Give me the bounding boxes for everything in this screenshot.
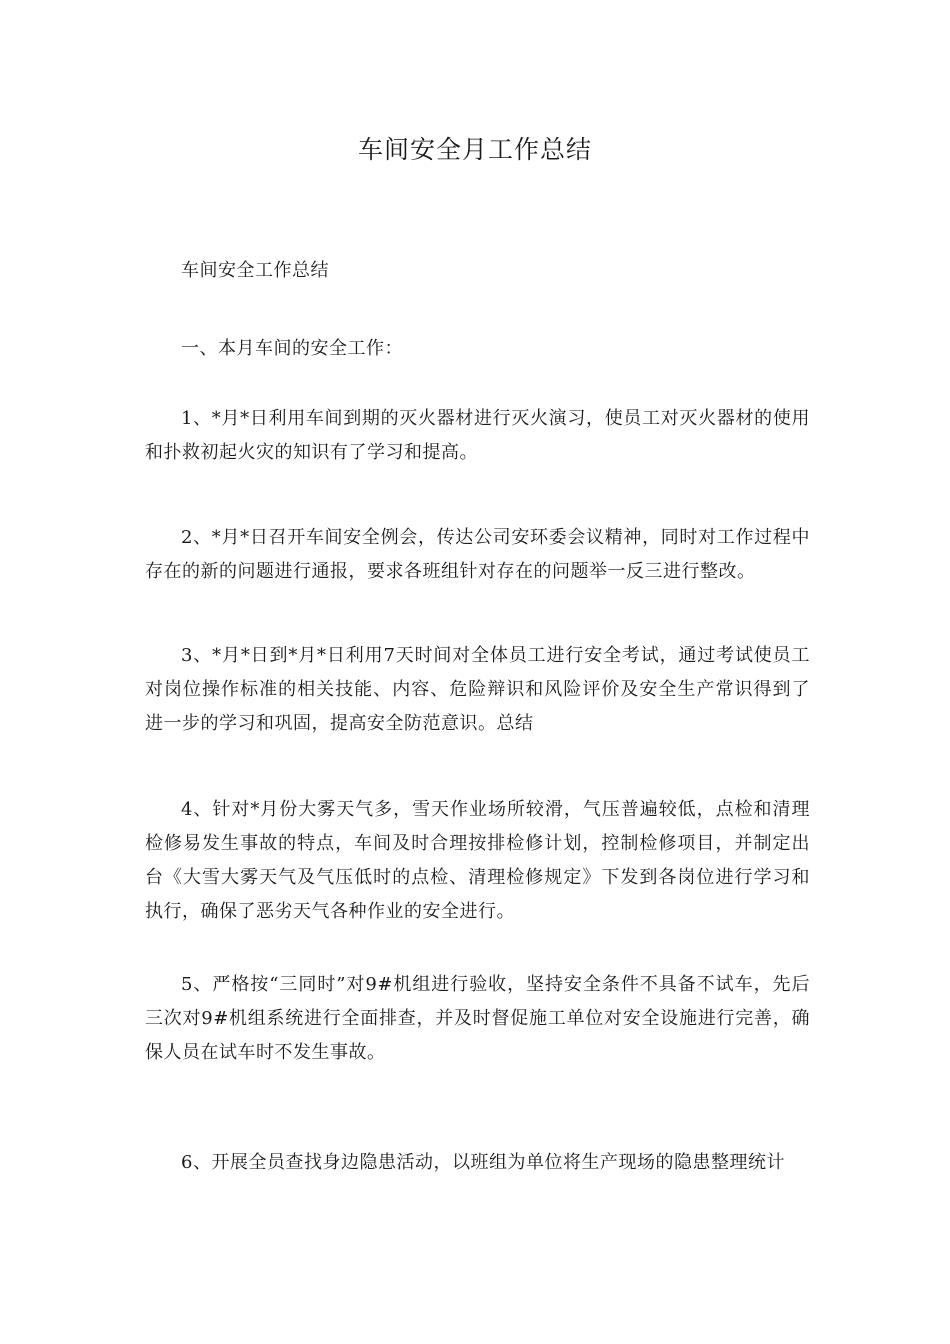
paragraph-item-5: 5、严格按“三同时”对9#机组进行验收，坚持安全条件不具备不试车，先后三次对9#机组系统进行全面排查，并及时督促施工单位对安全设施进行完善，确保人员在试车时不发生事故。 (145, 974, 810, 1063)
document-title: 车间安全月工作总结 (357, 135, 592, 164)
paragraph-item-2: 2、*月*日召开车间安全例会，传达公司安环委会议精神，同时对工作过程中存在的新的问题进行通报，要求各班组针对存在的问题举一反三进行整改。 (145, 527, 810, 582)
paragraph-item-4: 4、针对*月份大雾天气多，雪天作业场所较滑，气压普遍较低，点检和清理检修易发生事故的特点，车间及时合理按排检修计划，控制检修项目，并制定出台《大雪大雾天气及气压低时的点检、清理检修规定》下发到各岗位进行学习和执行，确保了恶劣天气各种作业的安全进行。 (145, 799, 810, 922)
paragraph-item-3: 3、*月*日到*月*日利用7天时间对全体员工进行安全考试，通过考试使员工对岗位操作标准的相关技能、内容、危险辩识和风险评价及安全生产常识得到了进一步的学习和巩固，提高安全防范意识。总结 (145, 645, 810, 734)
paragraph-item-6: 6、开展全员查找身边隐患活动，以班组为单位将生产现场的隐患整理统计 (181, 1152, 785, 1173)
document-subtitle: 车间安全工作总结 (181, 260, 329, 281)
paragraph-item-1: 1、*月*日利用车间到期的灭火器材进行灭火演习，使员工对灭火器材的使用和扑救初起火灾的知识有了学习和提高。 (145, 408, 810, 463)
section-heading: 一、本月车间的安全工作： (181, 338, 403, 359)
